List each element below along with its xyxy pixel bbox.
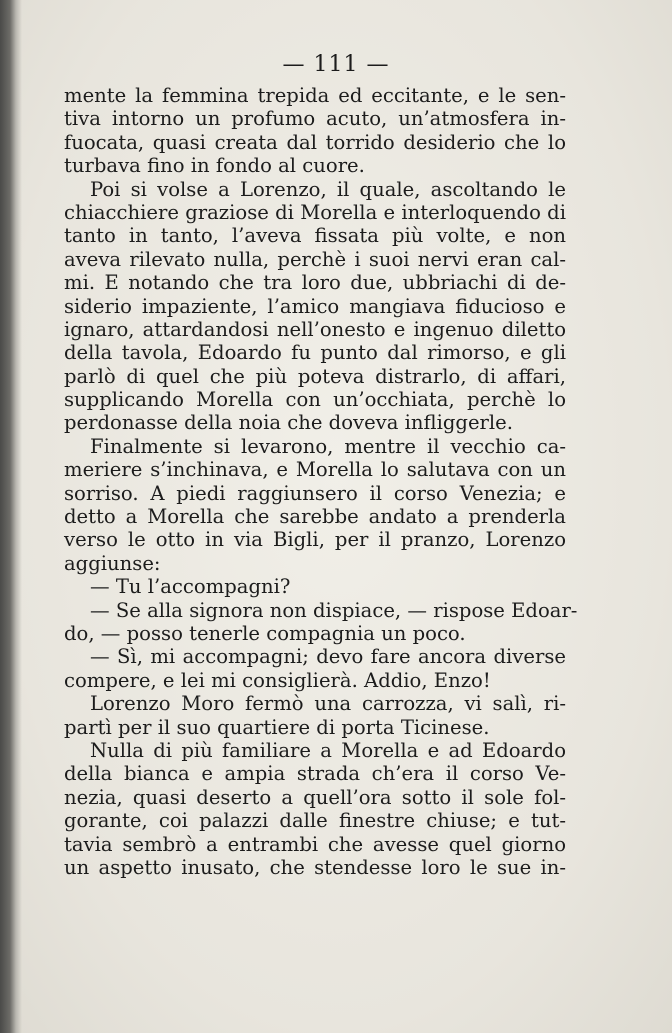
book-spine-shadow [0,0,22,1033]
text-line: compere, e lei mi consiglierà. Addio, Enzo! [64,668,491,692]
text-line: aveva rilevato nulla, perchè i suoi nervi eran cal- [64,247,566,271]
page-number: — 111 — [282,52,390,77]
body-text [64,84,578,879]
text-line: Lorenzo Moro fermò una carrozza, vi salì, ri- [90,692,566,716]
text-line: della tavola, Edoardo fu punto dal rimorso, e gli [64,341,566,365]
text-line: siderio impaziente, l’amico mangiava fiducioso e [64,294,566,318]
text-line: detto a Morella che sarebbe andato a prenderla [64,505,566,529]
text-line: mi. E notando che tra loro due, ubbriachi di de- [64,271,566,295]
text-line: Finalmente si levarono, mentre il vecchio ca- [90,434,566,458]
text-line: — Tu l’accompagni? [90,575,291,599]
text-line: aggiunse: [64,551,161,575]
text-line: tanto in tanto, l’aveva fissata più volte, e non [64,224,566,248]
text-line: turbava fino in fondo al cuore. [64,154,365,178]
text-line: tavia sembrò a entrambi che avesse quel giorno [64,832,566,856]
text-line: perdonasse della noia che doveva infliggerle. [64,411,514,435]
text-line: supplicando Morella con un’occhiata, perchè lo [64,388,566,412]
text-line: — Sì, mi accompagni; devo fare ancora diverse [90,645,566,669]
text-line: Poi si volse a Lorenzo, il quale, ascoltando le [90,177,566,201]
text-line: ignaro, attardandosi nell’onesto e ingenuo diletto [64,317,566,341]
text-line: sorriso. A piedi raggiunsero il corso Venezia; e [64,481,566,505]
text-line: un aspetto inusato, che stendesse loro le sue in- [64,855,566,879]
text-line: della bianca e ampia strada ch’era il corso Ve- [64,762,566,786]
text-line: Nulla di più familiare a Morella e ad Edoardo [90,738,566,762]
text-line: parlò di quel che più poteva distrarlo, di affari, [64,364,566,388]
text-line: chiacchiere graziose di Morella e interloquendo di [64,200,566,224]
text-line: meriere s’inchinava, e Morella lo salutava con un [64,458,566,482]
text-line: — Se alla signora non dispiace, — rispose Edoar- [90,598,578,622]
text-line: fuocata, quasi creata dal torrido desiderio che lo [64,130,566,154]
text-line: gorante, coi palazzi dalle finestre chiuse; e tut- [64,809,566,833]
text-line: tiva intorno un profumo acuto, un’atmosfera in- [64,107,566,131]
text-line: do, — posso tenerle compagnia un poco. [64,621,466,645]
text-line: verso le otto in via Bigli, per il pranzo, Lorenzo [64,528,566,552]
text-line: partì per il suo quartiere di porta Ticinese. [64,715,490,739]
text-line: nezia, quasi deserto a quell’ora sotto il sole fol- [64,785,566,809]
text-line: mente la femmina trepida ed eccitante, e le sen- [64,84,566,107]
